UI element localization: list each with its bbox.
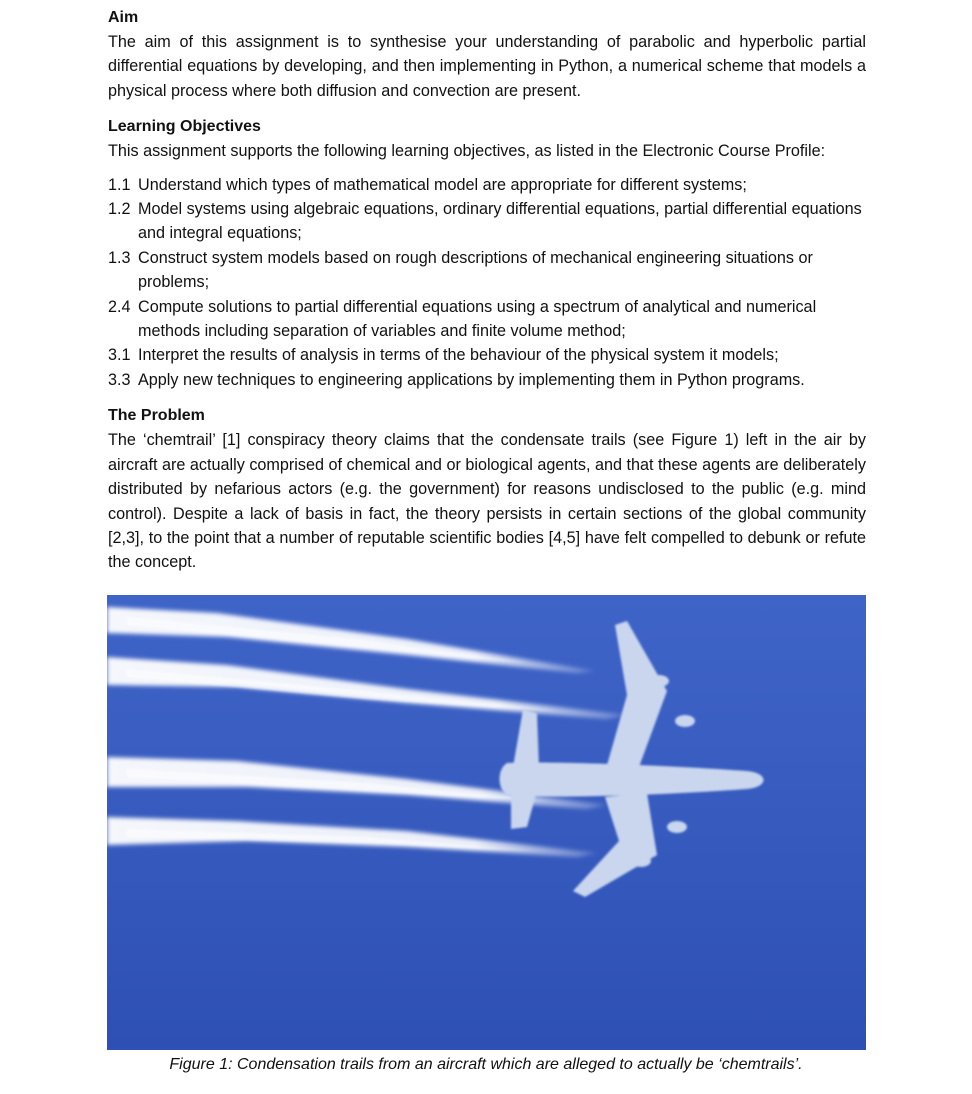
engine-2 (675, 715, 695, 727)
problem-section (108, 404, 866, 574)
objectives-intro: This assignment supports the following learning objectives, as listed in the Electronic Course Profile: (108, 142, 826, 161)
document-page (108, 6, 866, 587)
objective-text: Construct system models based on rough descriptions of mechanical engineering situations or problems; (138, 248, 813, 292)
objective-item (108, 343, 866, 367)
objective-item (108, 173, 866, 197)
aim-section (108, 6, 866, 103)
objective-item (108, 295, 866, 344)
engine-1 (649, 675, 669, 687)
objective-number: 2.4 (108, 297, 131, 316)
objective-number: 3.3 (108, 370, 131, 389)
objectives-list (108, 173, 866, 393)
objective-item (108, 368, 866, 392)
aim-body: The aim of this assignment is to synthesise your understanding of parabolic and hyperbolic partial differential equations by developing, and then implementing in Python, a numerical scheme that models a physical process where both diffusion and convection are present. (108, 33, 866, 100)
objective-text: Interpret the results of analysis in terms of the behaviour of the physical system it models; (138, 346, 779, 365)
figure-contrail-photo (107, 595, 866, 1050)
objective-text: Compute solutions to partial differential equations using a spectrum of analytical and numerical methods including separation of variables and finite volume method; (138, 297, 817, 341)
engine-4 (631, 855, 651, 867)
objective-item (108, 246, 866, 295)
objective-number: 1.3 (108, 248, 131, 267)
figure-caption: Figure 1: Condensation trails from an aircraft which are alleged to actually be ‘chemtrails’. (169, 1056, 803, 1073)
objective-text: Apply new techniques to engineering applications by implementing them in Python programs. (138, 370, 805, 389)
problem-body: The ‘chemtrail’ [1] conspiracy theory claims that the condensate trails (see Figure 1) left in the air by aircraft are actually comprised of chemical and or biological agents, and that these agents are deliberately distributed by nefarious actors (e.g. the government) for reasons undisclosed to the public (e.g. mind control). Despite a lack of basis in fact, the theory persists in certain sections of the global community [2,3], to the point that a number of reputable scientific bodies [4,5] have felt compelled to debunk or refute the concept. (108, 431, 866, 572)
objective-number: 1.1 (108, 175, 131, 194)
engine-3 (667, 821, 687, 833)
objectives-heading: Learning Objectives (108, 118, 261, 136)
objective-item (108, 197, 866, 246)
objective-text: Understand which types of mathematical model are appropriate for different systems; (138, 175, 747, 194)
objective-text: Model systems using algebraic equations, ordinary differential equations, partial differential equations and integral equations; (138, 200, 862, 243)
problem-heading: The Problem (108, 407, 205, 425)
objective-number: 3.1 (108, 346, 131, 365)
objective-number: 1.2 (108, 200, 131, 219)
contrail-illustration (107, 595, 866, 1050)
aim-heading: Aim (108, 9, 139, 26)
objectives-section (108, 115, 866, 392)
